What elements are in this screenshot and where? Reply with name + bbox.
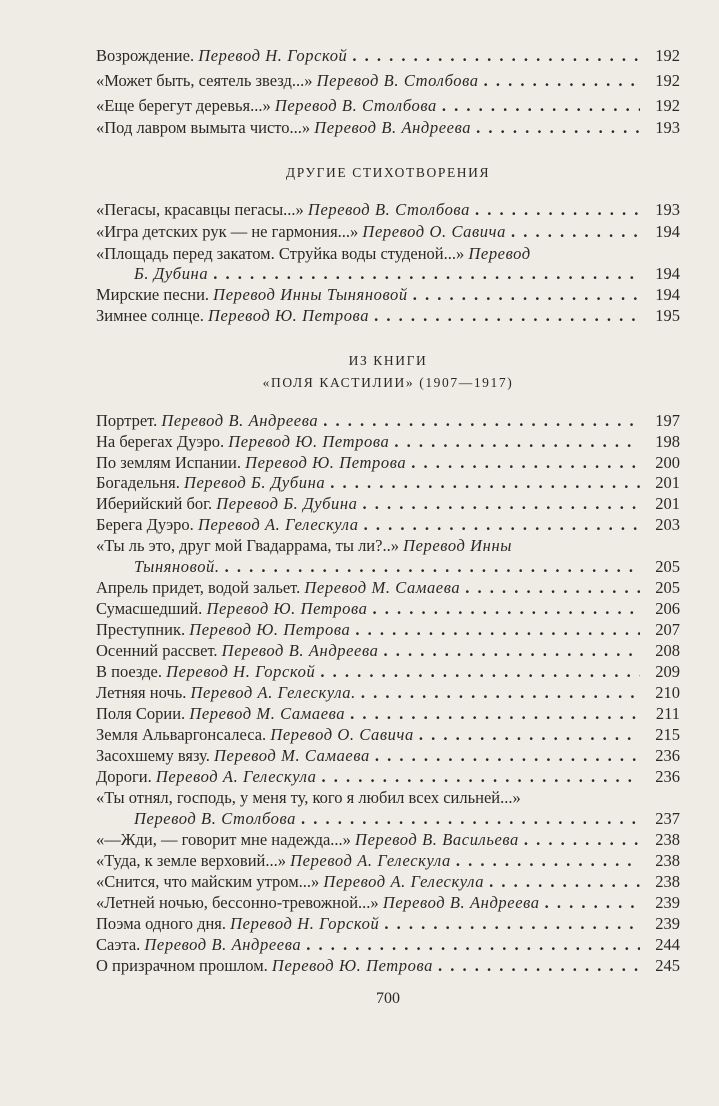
section-heading: ИЗ КНИГИ [348, 353, 428, 368]
entry-translator: Перевод М. Самаева [304, 578, 461, 597]
entry-title: «Снится, что майским утром...» [96, 872, 320, 891]
entry-translator: Перевод В. Андреева [382, 893, 540, 912]
entry-page: 201 [655, 473, 680, 492]
dot-leader [363, 493, 640, 514]
entry-title: «Площадь перед закатом. Струйка воды студеной...» [96, 244, 465, 263]
toc-entry [96, 598, 680, 619]
entry-title: Возрождение. [96, 46, 195, 65]
entry-translator: Тыняновой. [134, 557, 220, 576]
toc-entry-continuation [134, 263, 680, 284]
toc-entry [96, 199, 680, 220]
dot-leader [330, 472, 640, 493]
entry-title: О призрачном прошлом. [96, 956, 268, 975]
dot-leader [442, 95, 640, 116]
entry-title: Берега Дуэро. [96, 515, 194, 534]
toc-entry [96, 955, 680, 976]
entry-title: «Под лавром вымыта чисто...» [96, 118, 311, 137]
entry-translator: Перевод Ю. Петрова [271, 956, 434, 975]
dot-leader [438, 955, 640, 976]
dot-leader [413, 284, 640, 305]
toc-entry [96, 577, 680, 598]
toc-entry [96, 472, 680, 493]
dot-leader [352, 45, 640, 66]
entry-page: 203 [655, 515, 680, 534]
dot-leader [355, 619, 640, 640]
entry-title: «Пегасы, красавцы пегасы...» [96, 200, 304, 219]
entry-title: Богадельня. [96, 473, 180, 492]
toc-entry [96, 243, 680, 264]
dot-leader [384, 913, 640, 934]
entry-translator: Перевод Н. Горской [198, 46, 348, 65]
dot-leader [394, 431, 640, 452]
entry-translator: Перевод В. Васильева [355, 830, 519, 849]
entry-page: 205 [655, 578, 680, 597]
entry-title: Апрель придет, водой зальет. [96, 578, 301, 597]
entry-title: «Может быть, сеятель звезд...» [96, 71, 313, 90]
dot-leader [306, 934, 640, 955]
entry-page: 245 [655, 956, 680, 975]
entry-page: 238 [655, 851, 680, 870]
entry-title: «Туда, к земле верховий...» [96, 851, 287, 870]
dot-leader [301, 808, 640, 829]
entry-title: По землям Испании. [96, 453, 241, 472]
toc-entry [96, 619, 680, 640]
entry-translator: Перевод Ю. Петрова [207, 306, 370, 325]
dot-leader [489, 871, 640, 892]
toc-entry [96, 410, 680, 431]
dot-leader [364, 514, 640, 535]
toc-entry [96, 452, 680, 473]
dot-leader [225, 556, 640, 577]
entry-translator: Перевод Ю. Петрова [245, 453, 407, 472]
dot-leader [524, 829, 640, 850]
entry-translator: Перевод Инны Тыняновой [213, 285, 408, 304]
toc-entry [96, 514, 680, 535]
dot-leader [374, 305, 640, 326]
entry-title: Сумасшедший. [96, 599, 203, 618]
dot-leader [411, 452, 640, 473]
entry-page: 194 [655, 222, 680, 241]
entry-page: 197 [655, 411, 680, 430]
dot-leader [320, 661, 640, 682]
entry-translator: Перевод В. Андреева [314, 118, 472, 137]
dot-leader [373, 598, 640, 619]
entry-translator: Перевод О. Савича [362, 222, 506, 241]
section-heading: ДРУГИЕ СТИХОТВОРЕНИЯ [285, 165, 491, 180]
dot-leader [419, 724, 640, 745]
entry-translator: Б. Дубина [134, 264, 209, 283]
entry-translator: Перевод А. Гелескула [323, 872, 485, 891]
entry-page: 215 [655, 725, 680, 744]
entry-title: В поезде. [96, 662, 162, 681]
toc-entry [96, 95, 680, 116]
entry-title: «Игра детских рук — не гармония...» [96, 222, 359, 241]
toc-entry [96, 745, 680, 766]
entry-title: Зимнее солнце. [96, 306, 204, 325]
entry-page: 239 [655, 914, 680, 933]
toc-entry [96, 787, 680, 808]
toc-entry [96, 305, 680, 326]
dot-leader [545, 892, 640, 913]
entry-title: Дороги. [96, 767, 152, 786]
entry-page: 198 [655, 432, 680, 451]
toc-entry [96, 45, 680, 66]
entry-title: «Ты отнял, господь, у меня ту, кого я любил всех сильней...» [96, 788, 521, 807]
entry-translator: Перевод В. Андреева [221, 641, 379, 660]
dot-leader [511, 221, 640, 242]
entry-translator: Перевод В. Андреева [161, 411, 319, 430]
dot-leader [476, 117, 640, 138]
dot-leader [350, 703, 640, 724]
entry-translator: Перевод В. Андреева [144, 935, 302, 954]
entry-page: 200 [655, 453, 680, 472]
entry-translator: Перевод Ю. Петрова [228, 432, 390, 451]
toc-entry [96, 766, 680, 787]
toc-entry [96, 640, 680, 661]
entry-translator: Перевод Б. Дубина [183, 473, 326, 492]
entry-translator: Перевод М. Самаева [189, 704, 346, 723]
entry-title: Мирские песни. [96, 285, 210, 304]
dot-leader [383, 640, 640, 661]
toc-entry-continuation [134, 556, 680, 577]
entry-page: 206 [655, 599, 680, 618]
entry-page: 192 [655, 71, 680, 90]
dot-leader [213, 263, 640, 284]
page-number: 700 [376, 990, 400, 1007]
toc-entry [96, 871, 680, 892]
dot-leader [484, 70, 640, 91]
entry-page: 193 [655, 118, 680, 137]
entry-translator: Перевод Инны [403, 536, 513, 555]
entry-translator: Перевод А. Гелескула. [190, 683, 356, 702]
entry-page: 238 [655, 872, 680, 891]
entry-translator: Перевод Ю. Петрова [206, 599, 368, 618]
entry-title: Земля Альваргонсалеса. [96, 725, 267, 744]
entry-page: 237 [655, 809, 680, 828]
entry-translator: Перевод О. Савича [270, 725, 414, 744]
toc-entry [96, 661, 680, 682]
entry-title: Преступник. [96, 620, 186, 639]
toc-entry [96, 724, 680, 745]
toc-entry [96, 221, 680, 242]
entry-page: 208 [655, 641, 680, 660]
toc-entry [96, 934, 680, 955]
entry-page: 236 [655, 746, 680, 765]
entry-translator: Перевод Н. Горской [230, 914, 380, 933]
entry-page: 192 [655, 96, 680, 115]
entry-translator: Перевод А. Гелескула [290, 851, 451, 870]
entry-page: 201 [655, 494, 680, 513]
entry-page: 211 [655, 704, 680, 723]
toc-entry [96, 829, 680, 850]
entry-title: Засохшему вязу. [96, 746, 210, 765]
entry-page: 207 [655, 620, 680, 639]
entry-page: 192 [655, 46, 680, 65]
toc-entry [96, 493, 680, 514]
entry-title: Поэма одного дня. [96, 914, 227, 933]
entry-title: Портрет. [96, 411, 158, 430]
entry-page: 244 [655, 935, 680, 954]
section-subheading: «ПОЛЯ КАСТИЛИИ» (1907—1917) [262, 375, 514, 390]
dot-leader [475, 199, 640, 220]
entry-translator: Перевод А. Гелескула [197, 515, 359, 534]
entry-page: 239 [655, 893, 680, 912]
entry-title: «—Жди, — говорит мне надежда...» [96, 830, 351, 849]
entry-translator: Перевод В. Столбова [134, 809, 297, 828]
toc-entry [96, 703, 680, 724]
toc-entry [96, 284, 680, 305]
dot-leader [456, 850, 640, 871]
entry-translator: Перевод Ю. Петрова [189, 620, 351, 639]
entry-page: 209 [655, 662, 680, 681]
toc-entry [96, 850, 680, 871]
entry-page: 210 [655, 683, 680, 702]
entry-translator: Перевод Н. Горской [166, 662, 316, 681]
entry-page: 194 [655, 285, 680, 304]
entry-page: 238 [655, 830, 680, 849]
entry-page: 193 [655, 200, 680, 219]
entry-translator: Перевод М. Самаева [214, 746, 370, 765]
entry-page: 205 [655, 557, 680, 576]
entry-title: Поля Сории. [96, 704, 186, 723]
entry-translator: Перевод А. Гелескула [155, 767, 317, 786]
dot-leader [361, 682, 640, 703]
entry-title: Осенний рассвет. [96, 641, 218, 660]
entry-title: «Ты ль это, друг мой Гвадаррама, ты ли?..» [96, 536, 399, 555]
entry-title: «Еще берегут деревья...» [96, 96, 271, 115]
entry-translator: Перевод Б. Дубина [216, 494, 358, 513]
toc-entry-continuation [134, 808, 680, 829]
toc-entry [96, 431, 680, 452]
entry-translator: Перевод В. Столбова [274, 96, 437, 115]
dot-leader [323, 410, 640, 431]
entry-title: Летняя ночь. [96, 683, 187, 702]
entry-title: Саэта. [96, 935, 141, 954]
entry-page: 236 [655, 767, 680, 786]
toc-entry [96, 682, 680, 703]
entry-page: 195 [655, 306, 680, 325]
dot-leader [465, 577, 640, 598]
entry-translator: Перевод В. Столбова [307, 200, 470, 219]
toc-entry [96, 913, 680, 934]
entry-page: 194 [655, 264, 680, 283]
entry-translator: Перевод В. Столбова [316, 71, 479, 90]
entry-title: На берегах Дуэро. [96, 432, 225, 451]
dot-leader [375, 745, 640, 766]
toc-entry [96, 117, 680, 138]
entry-translator: Перевод [468, 244, 531, 263]
dot-leader [322, 766, 640, 787]
toc-entry [96, 70, 680, 91]
toc-entry [96, 892, 680, 913]
entry-title: Иберийский бог. [96, 494, 213, 513]
toc-entry [96, 535, 680, 556]
entry-title: «Летней ночью, бессонно-тревожной...» [96, 893, 379, 912]
